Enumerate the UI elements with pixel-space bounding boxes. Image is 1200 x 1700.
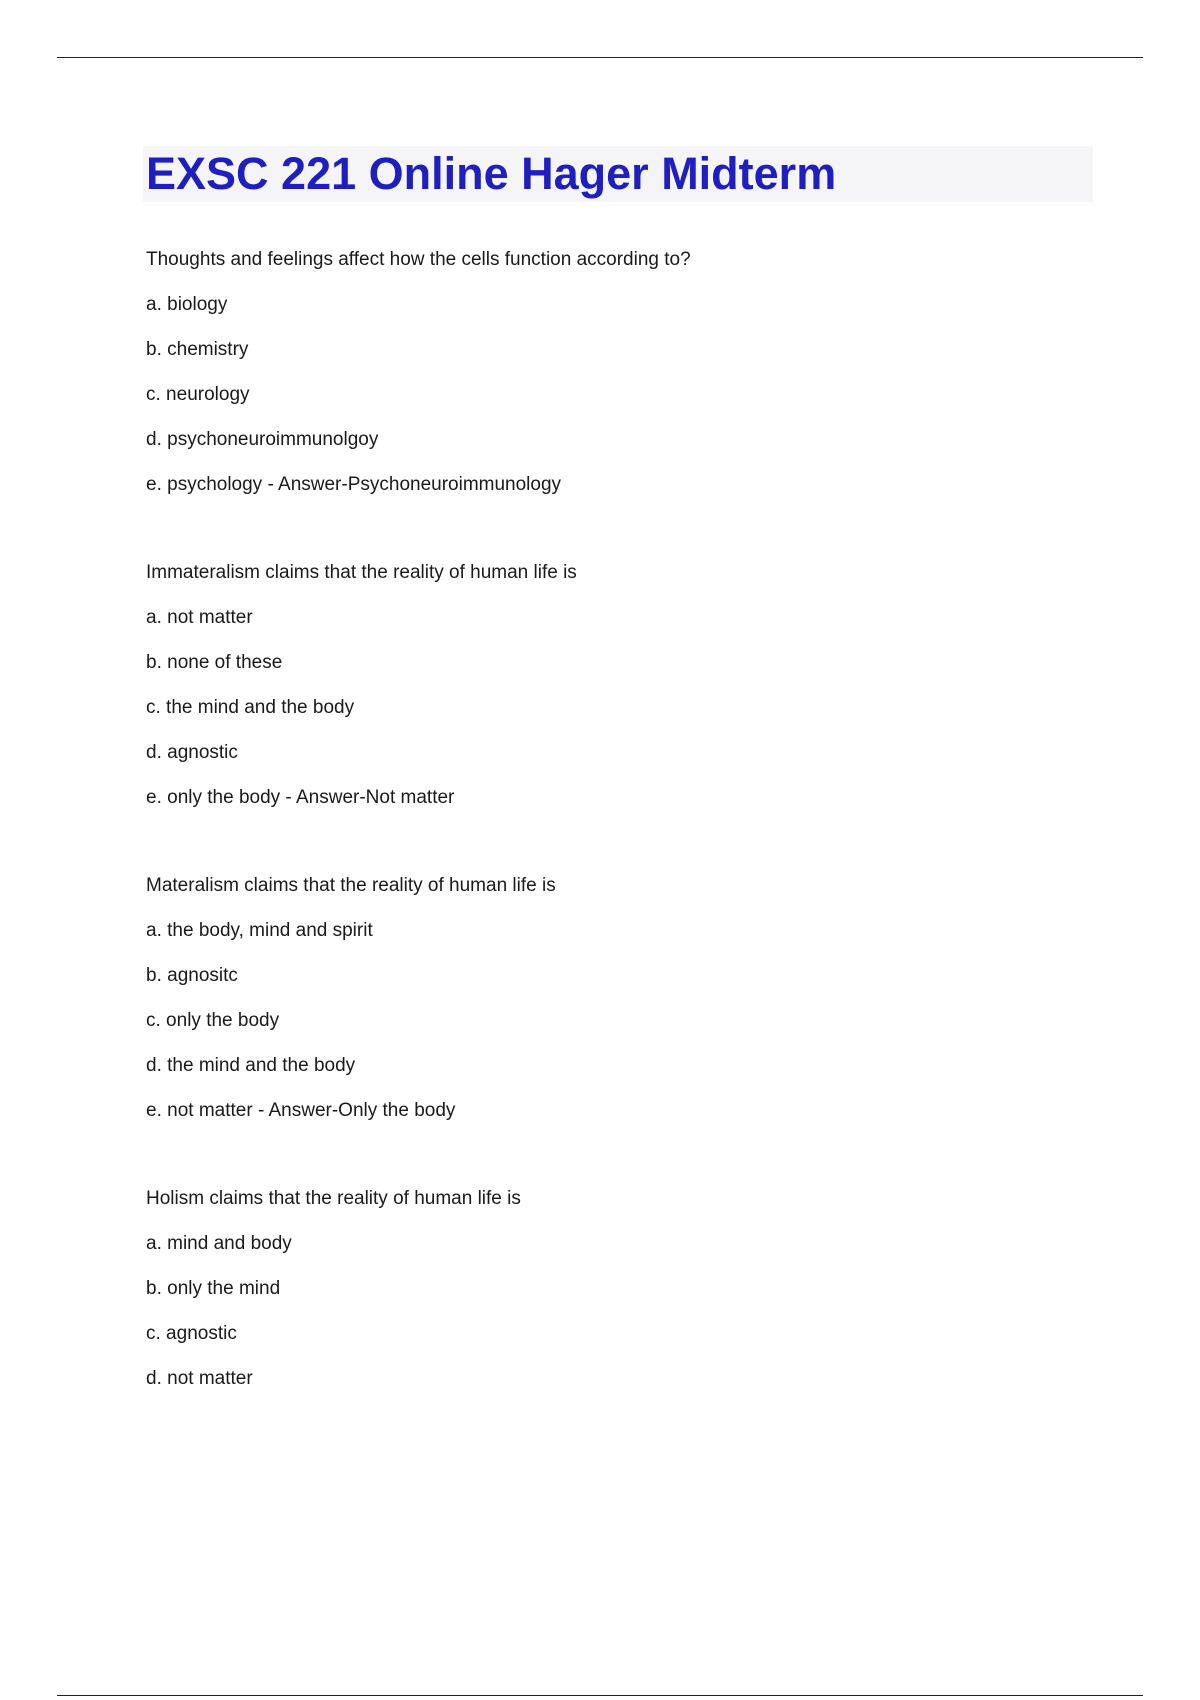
question-prompt: Immateralism claims that the reality of human life is	[146, 562, 577, 583]
answer-option: e. not matter - Answer-Only the body	[146, 1100, 456, 1121]
answer-option: d. agnostic	[146, 742, 238, 763]
answer-option: e. only the body - Answer-Not matter	[146, 787, 455, 808]
answer-option: d. the mind and the body	[146, 1055, 356, 1076]
question-block	[146, 1183, 1106, 1408]
bottom-rule	[57, 1695, 1143, 1696]
answer-option: a. mind and body	[146, 1233, 292, 1254]
answer-option: c. neurology	[146, 384, 250, 405]
answer-option: b. chemistry	[146, 339, 249, 360]
answer-option: e. psychology - Answer-Psychoneuroimmunology	[146, 474, 562, 495]
answer-option: c. the mind and the body	[146, 697, 355, 718]
answer-option: b. none of these	[146, 652, 283, 673]
answer-option: a. the body, mind and spirit	[146, 920, 373, 941]
question-block	[146, 557, 1106, 827]
answer-option: d. psychoneuroimmunolgoy	[146, 429, 379, 450]
answer-option: a. not matter	[146, 607, 253, 628]
question-prompt: Holism claims that the reality of human life is	[146, 1188, 521, 1209]
answer-option: d. not matter	[146, 1368, 253, 1389]
question-block	[146, 870, 1106, 1140]
answer-option: b. only the mind	[146, 1278, 281, 1299]
document-title: EXSC 221 Online Hager Midterm	[146, 148, 837, 199]
answer-option: c. only the body	[146, 1010, 280, 1031]
question-list	[146, 244, 1106, 1451]
answer-option: b. agnositc	[146, 965, 238, 986]
question-prompt: Materalism claims that the reality of human life is	[146, 875, 556, 896]
answer-option: c. agnostic	[146, 1323, 237, 1344]
top-rule	[57, 57, 1143, 58]
question-block	[146, 244, 1106, 514]
question-prompt: Thoughts and feelings affect how the cells function according to?	[146, 249, 691, 270]
answer-option: a. biology	[146, 294, 228, 315]
